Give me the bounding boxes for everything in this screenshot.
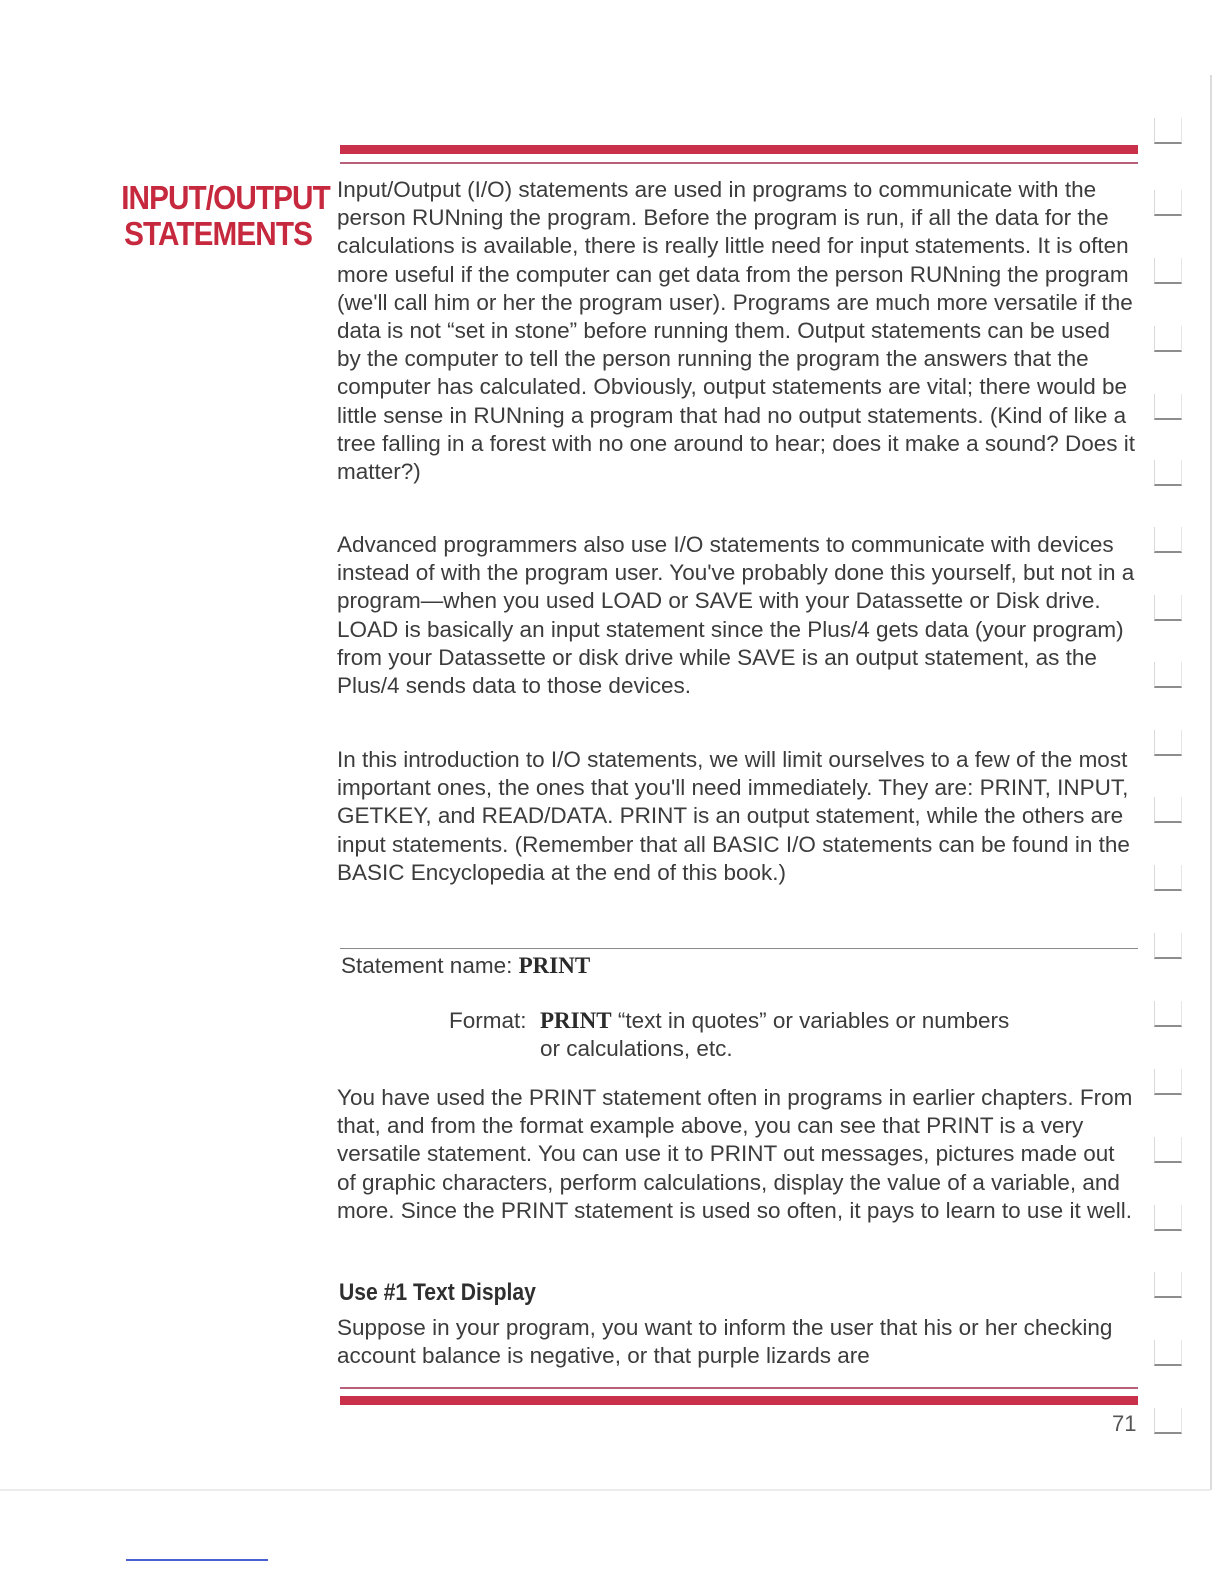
binding-tab — [1154, 797, 1182, 823]
binding-tab — [1154, 1272, 1182, 1298]
binding-tab — [1154, 1408, 1182, 1434]
binding-tab — [1154, 595, 1182, 621]
paragraph-introduction: In this introduction to I/O statements, we will limit ourselves to a few of the most important ones, the ones that you'll need immediately. They are: PRINT, INPUT, GETKEY, and READ/DATA. PRINT is an output statement, while the others are input statements. (Remember that all BASIC I/O statements can be found in the BASIC Encyclopedia at the end of this book.) — [337, 747, 1130, 885]
binding-tab — [1154, 1069, 1182, 1095]
statement-name-label: Statement name: — [341, 953, 513, 978]
top-rule-thin — [340, 162, 1138, 164]
format-keyword: PRINT — [540, 1008, 612, 1033]
format-text: “text in quotes” or variables or numbers — [617, 1008, 1010, 1033]
section-heading-line2: STATEMENTS — [124, 215, 312, 252]
paragraph-intro: Input/Output (I/O) statements are used in programs to communicate with the person RUNning the program. Before the program is run, if all the data for the calculations is available, there is really little need for input statements. It is often more useful if the computer can get data from the person RUNning the program (we'll call him or her the program user). Programs are much more versatile if the data is not “set in stone” before running them. Output statements can be used by the computer to tell the person running the program the answers that the computer has calculated. Obviously, output statements are vital; there would be little sense in RUNning a program that had no output statements. (Kind of like a tree falling in a forest with no one around to hear; does it make a sound? Does it matter?) — [337, 177, 1135, 485]
binding-tab — [1154, 1001, 1182, 1027]
binding-tab — [1154, 865, 1182, 891]
top-rule-thick — [340, 145, 1138, 154]
section-heading-line1: INPUT/OUTPUT — [121, 179, 330, 216]
binding-tab — [1154, 394, 1182, 420]
paragraph-devices: Advanced programmers also use I/O statements to communicate with devices instead of with the program user. You've probably done this yourself, but not in a program—when you used LOAD or SAVE with your Datassette or Disk drive. LOAD is basically an input statement since the Plus/4 gets data (your program) from your Datassette or disk drive while SAVE is an output statement, as the Plus/4 sends data to those devices. — [337, 532, 1135, 699]
binding-tab — [1154, 258, 1182, 284]
binding-tab — [1154, 1340, 1182, 1366]
page-edge — [1210, 75, 1212, 1490]
binding-tab — [1154, 190, 1182, 216]
binding-tab — [1154, 527, 1182, 553]
page-number: 71 — [1112, 1411, 1137, 1436]
statement-divider — [340, 948, 1138, 949]
subheading-text-display: Use #1 Text Display — [339, 1279, 536, 1306]
statement-format — [449, 1007, 1109, 1063]
statement-name-line — [341, 952, 590, 980]
statement-name-value: PRINT — [518, 953, 591, 978]
binding-tab — [1154, 730, 1182, 756]
bottom-rule-thin — [340, 1387, 1138, 1389]
format-label: Format: — [449, 1008, 527, 1033]
binding-tab — [1154, 118, 1182, 144]
binding-tab — [1154, 662, 1182, 688]
binding-tab — [1154, 326, 1182, 352]
scan-bottom-edge — [0, 1489, 1210, 1491]
section-heading — [121, 179, 330, 252]
paragraph-suppose: Suppose in your program, you want to inform the user that his or her checking account balance is negative, or that purple lizards are — [337, 1315, 1113, 1369]
paragraph-print-usage: You have used the PRINT statement often in programs in earlier chapters. From that, and from the format example above, you can see that PRINT is a very versatile statement. You can use it to PRINT out messages, pictures made out of graphic characters, perform calculations, display the value of a variable, and more. Since the PRINT statement is used so often, it pays to learn to use it well. — [337, 1085, 1133, 1223]
blue-mark — [126, 1559, 268, 1561]
binding-tab — [1154, 933, 1182, 959]
binding-tab — [1154, 1137, 1182, 1163]
binding-tab — [1154, 460, 1182, 486]
binding-tab — [1154, 1205, 1182, 1231]
bottom-rule-thick — [340, 1396, 1138, 1405]
format-text-continued: or calculations, etc. — [540, 1036, 733, 1061]
